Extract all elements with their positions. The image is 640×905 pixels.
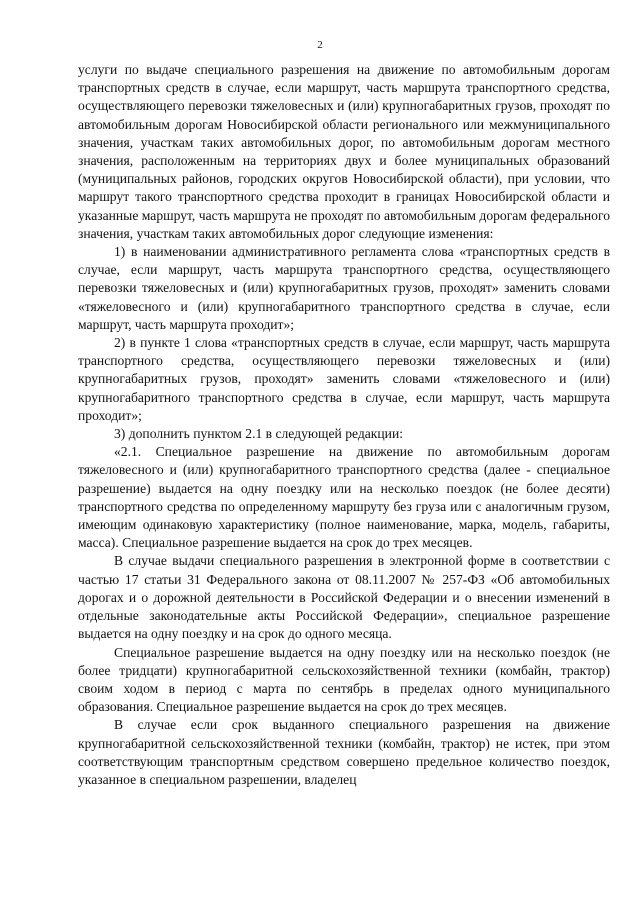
paragraph-item-1: 1) в наименовании административного регламента слова «транспортных средств в случае, если маршрут, часть маршрута транспортного средства, осуществляющего перевозки тяжеловесных и (или) крупногабаритных грузов, проходят» заменить словами «тяжеловесного и (или) крупногабаритного транспортного средства в случае, если маршрут, часть маршрута проходит»;: [78, 244, 610, 332]
paragraph-agricultural-machinery: Специальное разрешение выдается на одну поездку или на несколько поездок (не более тридцати) крупногабаритной сельскохозяйственной техники (комбайн, трактор) своим ходом в период с марта по сентябрь в пределах одного муниципального образования. Специальное разрешение выдается на срок до трех месяцев.: [78, 644, 610, 715]
paragraph-item-3: 3) дополнить пунктом 2.1 в следующей редакции:: [114, 426, 403, 442]
document-body: [78, 61, 610, 789]
paragraph-intro: услуги по выдаче специального разрешения на движение по автомобильным дорогам транспортных средств в случае, если маршрут, часть маршрута транспортного средства, осуществляющего перевозки тяжеловесных и (или) крупногабаритных грузов, проходят по автомобильным дорогам Новосибирской области регионального или межмуниципального значения, участкам таких автомобильных дорог, по автомобильным дорогам местного значения, расположенным на территориях двух и более муниципальных образований (муниципальных районов, городских округов Новосибирской области), при условии, что маршрут такого транспортного средства проходит в границах Новосибирской области и указанные маршрут, часть маршрута не проходят по автомобильным дорогам федерального значения, участкам таких автомобильных дорог следующие изменения:: [78, 62, 610, 241]
paragraph-permit-expiry: В случае если срок выданного специального разрешения на движение крупногабаритной сельскохозяйственной техники (комбайн, трактор) не истек, при этом соответствующим транспортным средством совершено предельное количество поездок, указанное в специальном разрешении, владелец: [78, 717, 610, 787]
paragraph-clause-2-1: «2.1. Специальное разрешение на движение по автомобильным дорогам тяжеловесного и (или) крупногабаритного транспортного средства (далее - специальное разрешение) выдается на одну поездку или на несколько поездок (не более десяти) транспортного средства по определенному маршруту без груза или с аналогичным грузом, имеющим одинаковую характеристику (полное наименование, марка, модель, габариты, масса). Специальное разрешение выдается на срок до трех месяцев.: [78, 444, 610, 551]
paragraph-electronic-permit: В случае выдачи специального разрешения в электронной форме в соответствии с частью 17 статьи 31 Федерального закона от 08.11.2007 № 257-ФЗ «Об автомобильных дорогах и о дорожной деятельности в Российской Федерации и о внесении изменений в отдельные законодательные акты Российской Федерации», специальное разрешение выдается на одну поездку и на срок до одного месяца.: [78, 553, 610, 642]
page-number: 2: [317, 39, 323, 51]
paragraph-item-2: 2) в пункте 1 слова «транспортных средств в случае, если маршрут, часть маршрута транспортного средства, осуществляющего перевозки тяжеловесных и (или) крупногабаритных грузов, проходят» заменить словами «тяжеловесного и (или) крупногабаритного транспортного средства в случае, если маршрут, часть маршрута проходит»;: [78, 335, 610, 423]
